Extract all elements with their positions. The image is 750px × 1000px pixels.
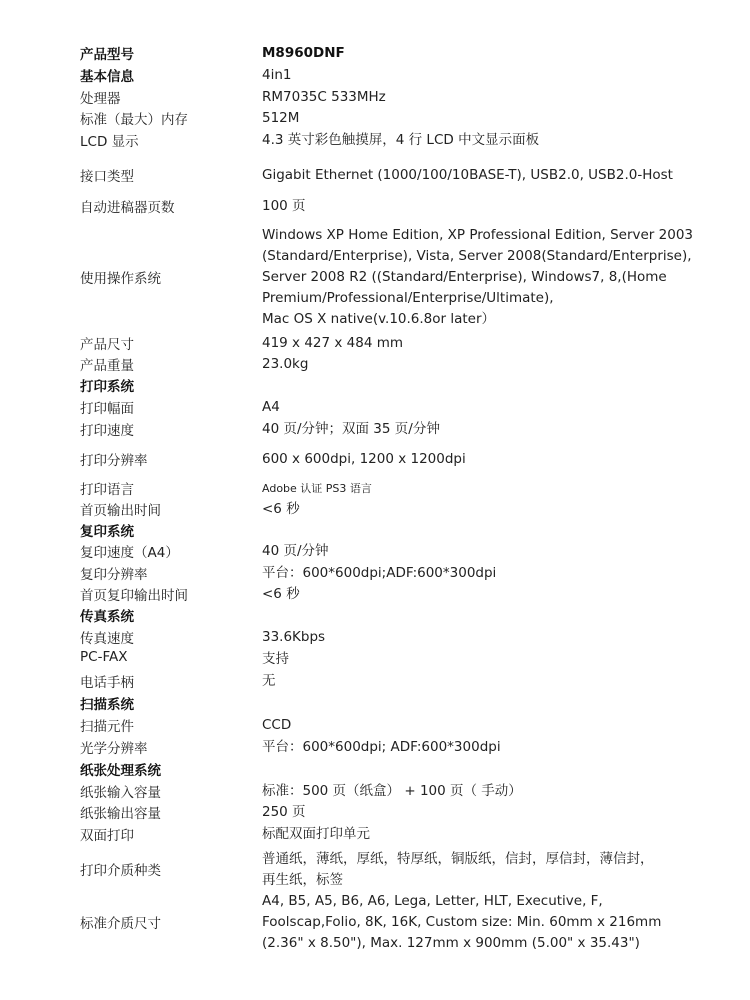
- spec-value: [262, 43, 712, 64]
- spec-value-line: 无: [262, 673, 276, 689]
- spec-value-line: A4: [262, 399, 280, 415]
- spec-value-line: CCD: [262, 717, 292, 733]
- spec-label: 自动进稿器页数: [80, 200, 175, 216]
- spec-value-line: 平台：600*600dpi;ADF:600*300dpi: [262, 565, 497, 581]
- spec-value-line: <6 秒: [262, 586, 300, 602]
- spec-value-line: Mac OS X native(v.10.6.8or later）: [262, 311, 496, 327]
- spec-value: [262, 87, 712, 108]
- spec-value: [262, 891, 712, 954]
- spec-value-line: M8960DNF: [262, 45, 345, 61]
- spec-value-line: (2.36" x 8.50"), Max. 127mm x 900mm (5.00" x 35.43"): [262, 935, 640, 951]
- spec-label: 处理器: [80, 91, 121, 107]
- spec-value: [262, 225, 712, 330]
- spec-label: 双面打印: [80, 828, 134, 844]
- spec-value-line: 419 x 427 x 484 mm: [262, 335, 404, 351]
- spec-value-line: 再生纸，标签: [262, 872, 343, 888]
- section-heading: 产品型号: [80, 47, 134, 63]
- spec-value: [262, 165, 712, 186]
- section-heading: 纸张处理系统: [80, 763, 161, 779]
- spec-value-line: Server 2008 R2 ((Standard/Enterprise), Windows7, 8,(Home: [262, 269, 667, 285]
- spec-label: 产品尺寸: [80, 337, 134, 353]
- spec-value-line: 支持: [262, 651, 289, 667]
- spec-value: [262, 333, 712, 354]
- spec-value-line: 40 页/分钟；双面 35 页/分钟: [262, 421, 440, 437]
- spec-value-line: Gigabit Ethernet (1000/100/10BASE-T), USB2.0, USB2.0-Host: [262, 167, 673, 183]
- spec-label: 打印分辨率: [80, 453, 148, 469]
- spec-value-line: 250 页: [262, 804, 306, 820]
- spec-label: 接口类型: [80, 169, 134, 185]
- section-heading: 复印系统: [80, 524, 134, 540]
- spec-label: 使用操作系统: [80, 271, 161, 287]
- spec-value: [262, 65, 712, 86]
- spec-label: 扫描元件: [80, 719, 134, 735]
- spec-value: [262, 824, 712, 845]
- spec-value-line: 4.3 英寸彩色触摸屏，4 行 LCD 中文显示面板: [262, 132, 540, 148]
- spec-label: 标准（最大）内存: [80, 112, 188, 128]
- spec-value-line: 平台：600*600dpi; ADF:600*300dpi: [262, 739, 501, 755]
- spec-value-line: <6 秒: [262, 501, 300, 517]
- spec-value: [262, 419, 712, 440]
- spec-value: [262, 449, 712, 470]
- spec-value-line: Windows XP Home Edition, XP Professional Edition, Server 2003: [262, 227, 693, 243]
- spec-label: 纸张输入容量: [80, 785, 161, 801]
- section-heading: 打印系统: [80, 379, 134, 395]
- spec-value: [262, 397, 712, 418]
- spec-value: [262, 649, 712, 670]
- spec-label: 打印速度: [80, 423, 134, 439]
- spec-value-line: A4, B5, A5, B6, A6, Lega, Letter, HLT, Executive, F,: [262, 893, 603, 909]
- spec-value-line: 4in1: [262, 67, 292, 83]
- spec-label: 首页复印输出时间: [80, 588, 188, 604]
- spec-value-line: RM7035C 533MHz: [262, 89, 386, 105]
- spec-value-line: 100 页: [262, 198, 306, 214]
- spec-value-line: 标配双面打印单元: [262, 826, 370, 842]
- spec-label: 打印介质种类: [80, 863, 161, 879]
- spec-label: 标准介质尺寸: [80, 916, 161, 932]
- section-heading: 传真系统: [80, 609, 134, 625]
- spec-label: 电话手柄: [80, 675, 134, 691]
- spec-value-line: 标准：500 页（纸盒） + 100 页（ 手动）: [262, 783, 522, 799]
- spec-label: 产品重量: [80, 358, 134, 374]
- spec-value: [262, 802, 712, 823]
- spec-label: 复印速度（A4）: [80, 545, 179, 561]
- spec-value-line: 普通纸，薄纸，厚纸，特厚纸，铜版纸，信封，厚信封，薄信封，: [262, 851, 654, 867]
- spec-label: 纸张输出容量: [80, 806, 161, 822]
- spec-value-line: 23.0kg: [262, 356, 309, 372]
- spec-value: [262, 781, 712, 802]
- spec-value: [262, 541, 712, 562]
- spec-value-line: Foolscap,Folio, 8K, 16K, Custom size: Min. 60mm x 216mm: [262, 914, 662, 930]
- spec-value: [262, 354, 712, 375]
- spec-label: 复印分辨率: [80, 567, 148, 583]
- spec-value-line: 40 页/分钟: [262, 543, 329, 559]
- section-heading: 扫描系统: [80, 697, 134, 713]
- spec-value-line: 600 x 600dpi, 1200 x 1200dpi: [262, 451, 466, 467]
- section-heading: 基本信息: [80, 69, 134, 85]
- spec-label: 传真速度: [80, 631, 134, 647]
- spec-label: 打印语言: [80, 482, 134, 498]
- spec-value: [262, 196, 712, 217]
- spec-value: [262, 849, 712, 891]
- spec-value: [262, 737, 712, 758]
- spec-label: LCD 显示: [80, 134, 139, 150]
- spec-value: [262, 671, 712, 692]
- spec-label: 打印幅面: [80, 401, 134, 417]
- spec-value-line: 512M: [262, 110, 300, 126]
- spec-value: [262, 108, 712, 129]
- spec-value: [262, 478, 712, 499]
- spec-value: [262, 499, 712, 520]
- spec-value-line: Adobe 认证 PS3 语言: [262, 482, 372, 495]
- spec-label: 首页输出时间: [80, 503, 161, 519]
- spec-value-line: Premium/Professional/Enterprise/Ultimate),: [262, 290, 554, 306]
- spec-value-line: 33.6Kbps: [262, 629, 326, 645]
- spec-label: PC-FAX: [80, 649, 128, 665]
- spec-value: [262, 584, 712, 605]
- spec-value: [262, 563, 712, 584]
- spec-value-line: (Standard/Enterprise), Vista, Server 2008(Standard/Enterprise),: [262, 248, 692, 264]
- spec-value: [262, 627, 712, 648]
- spec-value: [262, 715, 712, 736]
- spec-value: [262, 130, 712, 151]
- spec-label: 光学分辨率: [80, 741, 148, 757]
